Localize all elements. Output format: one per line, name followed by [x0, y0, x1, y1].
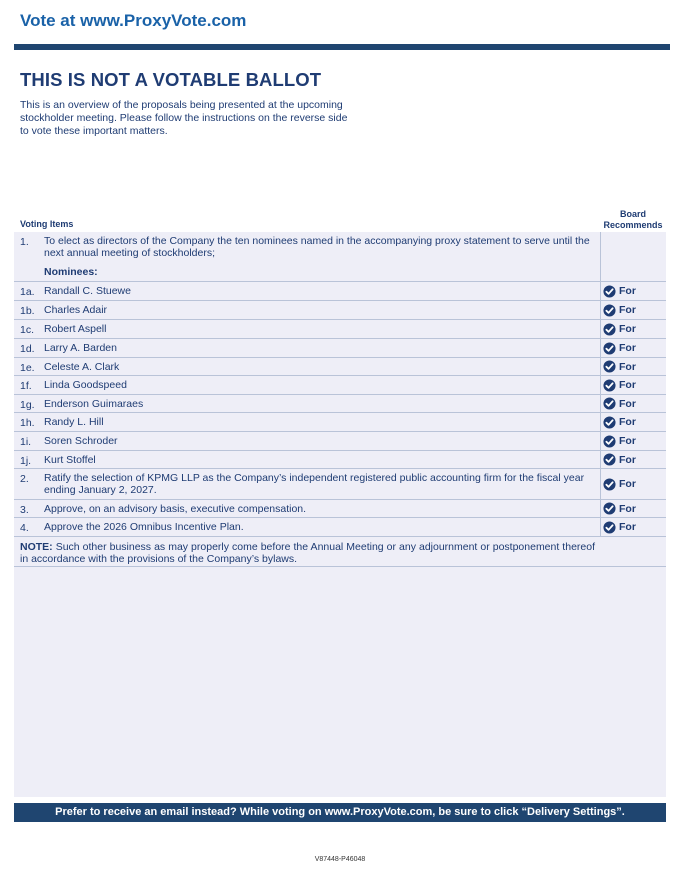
recommendation-label: For — [619, 478, 636, 490]
check-circle-icon — [603, 285, 616, 298]
item-number: 4. — [20, 522, 29, 534]
recommendation-label: For — [619, 435, 636, 447]
email-delivery-banner: Prefer to receive an email instead? While voting on www.ProxyVote.com, be sure to click “Delivery Settings”. — [14, 803, 666, 822]
recommendation-cell — [600, 301, 666, 319]
table-row — [14, 469, 666, 500]
table-row — [14, 339, 666, 358]
item-number: 1c. — [20, 324, 35, 336]
check-circle-icon — [603, 304, 616, 317]
recommendation-label: For — [619, 323, 636, 335]
table-row — [14, 451, 666, 469]
recommendation-label: For — [619, 416, 636, 428]
table-row — [14, 432, 666, 451]
table-row — [14, 500, 666, 518]
note-rule — [14, 566, 666, 567]
item-text: Approve the 2026 Omnibus Incentive Plan. — [44, 521, 244, 533]
note-label: NOTE: — [20, 541, 53, 553]
recommendation-label: For — [619, 360, 636, 373]
item-text: Randy L. Hill — [44, 416, 104, 428]
intro-text: This is an overview of the proposals being presented at the upcoming stockholder meeting. Please follow the instructions on the reverse side to vote these important matters. — [20, 99, 348, 138]
recommendation-cell — [600, 432, 666, 450]
item-number: 1g. — [20, 399, 35, 411]
recommendation-cell — [600, 500, 666, 517]
check-circle-icon — [603, 453, 616, 466]
item-number: 1i. — [20, 436, 32, 448]
item-number: 1a. — [20, 286, 35, 298]
check-circle-icon — [603, 416, 616, 429]
item-text: Linda Goodspeed — [44, 379, 127, 391]
item-text: Randall C. Stuewe — [44, 285, 131, 297]
item-number: 1b. — [20, 305, 35, 317]
check-circle-icon — [603, 323, 616, 336]
recommendation-cell — [600, 395, 666, 412]
recommendation-label: For — [619, 285, 636, 297]
recommendation-for — [603, 304, 636, 317]
item-text: To elect as directors of the Company the ten nominees named in the accompanying proxy statement to serve until the next annual meeting of stockholders; — [44, 235, 590, 259]
table-row — [14, 320, 666, 339]
recommendation-cell — [600, 469, 666, 499]
recommendation-for — [603, 342, 636, 355]
recommendation-cell — [600, 358, 666, 375]
recommendation-for — [603, 397, 636, 410]
recommendation-for — [603, 323, 636, 336]
table-row — [14, 518, 666, 537]
check-circle-icon — [603, 435, 616, 448]
recommendation-for — [603, 502, 636, 515]
item-number: 3. — [20, 504, 29, 516]
table-row — [14, 282, 666, 301]
note-body: Such other business as may properly come before the Annual Meeting or any adjournment or postponement thereof in accordance with the provisions of the Company’s bylaws. — [20, 541, 595, 565]
recommendation-cell — [600, 376, 666, 394]
recommendation-for — [603, 478, 636, 491]
nominees-label: Nominees: — [44, 266, 98, 278]
recommendation-cell — [600, 451, 666, 468]
recommendation-for — [603, 379, 636, 392]
recommendation-label: For — [619, 397, 636, 410]
table-row — [14, 232, 666, 282]
recommendation-cell — [600, 232, 666, 281]
recommendation-for — [603, 416, 636, 429]
item-number: 1e. — [20, 362, 35, 374]
recommendation-for — [603, 285, 636, 298]
item-text: Celeste A. Clark — [44, 361, 120, 373]
table-row — [14, 413, 666, 432]
table-row — [14, 376, 666, 395]
check-circle-icon — [603, 379, 616, 392]
check-circle-icon — [603, 502, 616, 515]
item-text: Approve, on an advisory basis, executive compensation. — [44, 503, 307, 515]
item-number: 1. — [20, 236, 29, 248]
check-circle-icon — [603, 342, 616, 355]
recommendation-label: For — [619, 342, 636, 354]
check-circle-icon — [603, 521, 616, 534]
item-text: Enderson Guimaraes — [44, 398, 144, 410]
note-text — [20, 542, 595, 565]
check-circle-icon — [603, 478, 616, 491]
column-header-voting-items: Voting Items — [20, 219, 74, 229]
item-number: 1h. — [20, 417, 35, 429]
site-title: Vote at www.ProxyVote.com — [20, 11, 247, 30]
recommendation-cell — [600, 282, 666, 300]
page-title: THIS IS NOT A VOTABLE BALLOT — [20, 69, 322, 90]
header-rule — [14, 44, 670, 50]
item-number: 1f. — [20, 380, 32, 392]
recommendation-cell — [600, 413, 666, 431]
item-text: Robert Aspell — [44, 323, 107, 335]
control-code: V87448-P46048 — [314, 856, 366, 863]
item-text: Kurt Stoffel — [44, 454, 96, 466]
item-text: Charles Adair — [44, 304, 108, 316]
recommendation-for — [603, 435, 636, 448]
item-text: Ratify the selection of KPMG LLP as the Company’s independent registered public accounting firm for the fiscal year ending January 2, 2027. — [44, 472, 585, 496]
check-circle-icon — [603, 397, 616, 410]
recommendation-cell — [600, 320, 666, 338]
recommendation-label: For — [619, 453, 636, 466]
check-circle-icon — [603, 360, 616, 373]
recommendation-label: For — [619, 521, 636, 533]
item-number: 1d. — [20, 343, 35, 355]
column-header-board-recommends: Board Recommends — [603, 209, 663, 230]
recommendation-cell — [600, 518, 666, 536]
recommendation-for — [603, 360, 636, 373]
item-text: Soren Schroder — [44, 435, 118, 447]
table-row — [14, 358, 666, 376]
item-text: Larry A. Barden — [44, 342, 117, 354]
item-number: 2. — [20, 473, 29, 485]
table-row — [14, 395, 666, 413]
recommendation-cell — [600, 339, 666, 357]
table-row — [14, 301, 666, 320]
recommendation-for — [603, 521, 636, 534]
recommendation-label: For — [619, 379, 636, 391]
recommendation-label: For — [619, 502, 636, 515]
item-number: 1j. — [20, 455, 32, 467]
recommendation-label: For — [619, 304, 636, 316]
recommendation-for — [603, 453, 636, 466]
